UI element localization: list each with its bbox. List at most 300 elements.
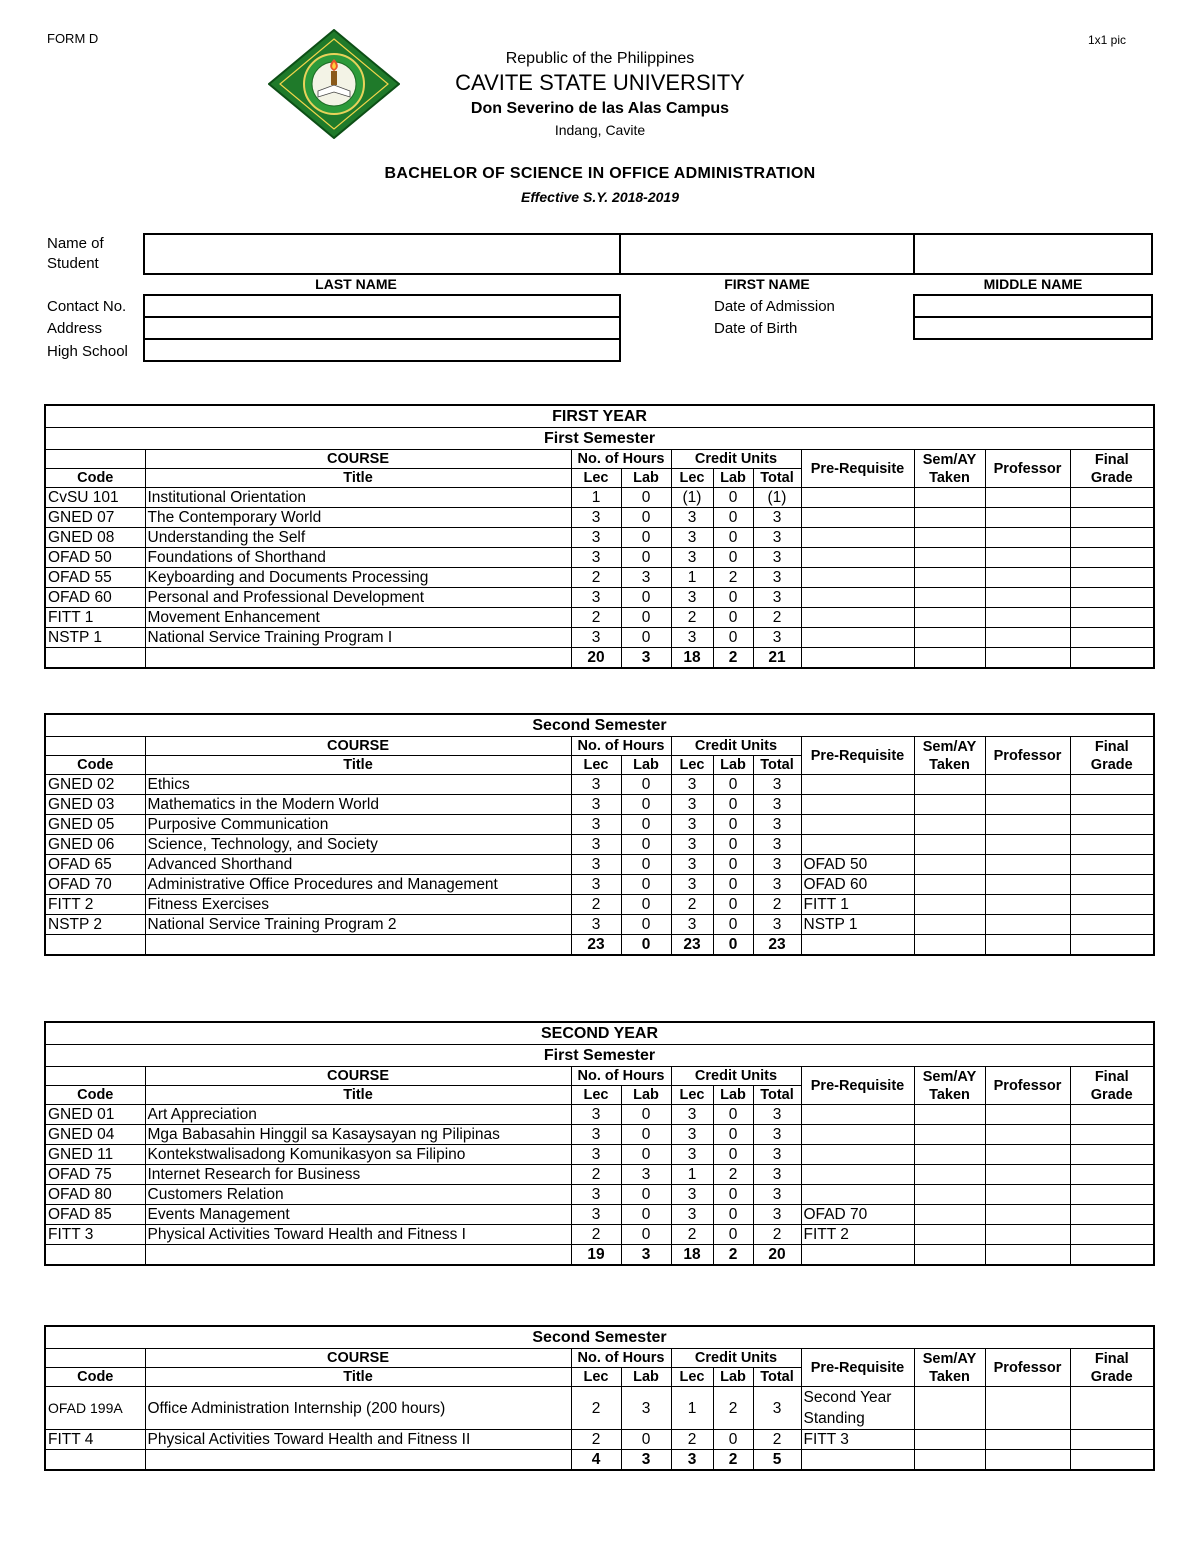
prerequisite [801,528,914,548]
hours-lab: 0 [621,855,671,875]
prerequisite: OFAD 50 [801,855,914,875]
professor-cell[interactable] [985,1430,1070,1450]
course-title: Movement Enhancement [145,608,571,628]
course-row [45,628,1154,648]
professor-cell[interactable] [985,1387,1070,1430]
hours-lec: 2 [571,1165,621,1185]
header-final-grade [1070,1349,1154,1387]
header-grade: Grade [1090,469,1133,486]
professor-cell[interactable] [985,508,1070,528]
prerequisite [801,1105,914,1125]
course-row [45,1430,1154,1450]
semester-title: Second Semester [45,714,1154,737]
professor-cell[interactable] [985,1145,1070,1165]
header-professor: Professor [985,450,1070,488]
course-row [45,588,1154,608]
units-lec: 3 [671,588,713,608]
professor-cell[interactable] [985,1105,1070,1125]
sem-ay-taken-cell[interactable] [914,1145,985,1165]
final-grade-cell[interactable] [1070,875,1154,895]
final-grade-cell[interactable] [1070,775,1154,795]
header-units-lab: Lab [713,756,753,775]
final-grade-cell[interactable] [1070,855,1154,875]
final-grade-cell[interactable] [1070,835,1154,855]
final-grade-cell[interactable] [1070,815,1154,835]
units-lab: 0 [713,815,753,835]
hours-lec: 3 [571,795,621,815]
course-code: OFAD 50 [45,548,145,568]
prerequisite: OFAD 70 [801,1205,914,1225]
professor-cell[interactable] [985,1185,1070,1205]
units-total: 3 [753,775,801,795]
course-code: OFAD 60 [45,588,145,608]
header-units-total: Total [753,469,801,488]
course-row [45,548,1154,568]
sem-ay-taken-cell[interactable] [914,1125,985,1145]
final-grade-cell[interactable] [1070,1205,1154,1225]
professor-cell[interactable] [985,855,1070,875]
professor-cell[interactable] [985,775,1070,795]
prerequisite [801,795,914,815]
course-row [45,1105,1154,1125]
hours-lab: 0 [621,508,671,528]
header-course: COURSE [145,1067,571,1086]
contact-field[interactable] [143,294,621,318]
course-code: OFAD 65 [45,855,145,875]
final-grade-cell[interactable] [1070,488,1154,508]
final-grade-cell[interactable] [1070,795,1154,815]
units-lec: 1 [671,1165,713,1185]
header-sem-ay-taken [914,1349,985,1387]
sem-ay-taken-cell[interactable] [914,1185,985,1205]
course-code: GNED 08 [45,528,145,548]
prerequisite: OFAD 60 [801,875,914,895]
course-row [45,528,1154,548]
sem-ay-taken-cell[interactable] [914,775,985,795]
totals-blank [1070,935,1154,956]
final-grade-cell[interactable] [1070,1125,1154,1145]
professor-cell[interactable] [985,1205,1070,1225]
hours-lab: 0 [621,608,671,628]
totals-blank [801,648,914,669]
final-grade-cell[interactable] [1070,1430,1154,1450]
sem-ay-taken-cell[interactable] [914,855,985,875]
professor-cell[interactable] [985,895,1070,915]
units-lab: 2 [713,1165,753,1185]
year-title: SECOND YEAR [45,1022,1154,1045]
course-row [45,1165,1154,1185]
header-hours: No. of Hours [571,450,671,469]
hours-lec: 3 [571,508,621,528]
prerequisite: NSTP 1 [801,915,914,935]
header-sem-ay: Sem/AY [922,1350,977,1367]
header-final: Final [1094,1350,1129,1367]
hours-lec: 3 [571,775,621,795]
final-grade-cell[interactable] [1070,1145,1154,1165]
totals-blank [145,1245,571,1266]
hours-lec: 3 [571,1125,621,1145]
hours-lab: 0 [621,1205,671,1225]
totals-blank [914,1450,985,1471]
professor-cell[interactable] [985,608,1070,628]
header-taken: Taken [929,469,970,486]
course-row [45,1125,1154,1145]
hours-lab: 0 [621,1105,671,1125]
campus-location: Indang, Cavite [554,122,646,138]
header-units-lec: Lec [671,469,713,488]
professor-cell[interactable] [985,568,1070,588]
final-grade-cell[interactable] [1070,628,1154,648]
first-name-caption: FIRST NAME [724,276,810,292]
units-lab: 0 [713,855,753,875]
admission-date-field[interactable] [913,294,1153,318]
units-lec: 3 [671,815,713,835]
hours-lab: 0 [621,815,671,835]
units-lab: 0 [713,915,753,935]
totals-row [45,935,1154,956]
hours-lec: 2 [571,895,621,915]
units-total: 3 [753,875,801,895]
units-lec: 1 [671,1387,713,1430]
final-grade-cell[interactable] [1070,568,1154,588]
sem-ay-taken-cell[interactable] [914,895,985,915]
units-lab: 0 [713,1105,753,1125]
course-title: National Service Training Program I [145,628,571,648]
course-row [45,488,1154,508]
header-taken: Taken [929,1086,970,1103]
units-lec: 3 [671,548,713,568]
sem-ay-taken-cell[interactable] [914,548,985,568]
total-units-total: 20 [753,1245,801,1266]
professor-cell[interactable] [985,915,1070,935]
prerequisite [801,548,914,568]
header-hours: No. of Hours [571,1067,671,1086]
sem-ay-taken-cell[interactable] [914,568,985,588]
semester-title: First Semester [45,1045,1154,1067]
header-course: COURSE [145,1349,571,1368]
course-code: CvSU 101 [45,488,145,508]
units-lab: 2 [713,568,753,588]
units-lec: 3 [671,875,713,895]
course-code: FITT 3 [45,1225,145,1245]
header-title: Title [145,756,571,775]
total-units-total: 21 [753,648,801,669]
course-row [45,915,1154,935]
sem-ay-taken-cell[interactable] [914,628,985,648]
prerequisite [801,568,914,588]
sem-ay-taken-cell[interactable] [914,1430,985,1450]
hours-lec: 2 [571,1430,621,1450]
middle-name-caption: MIDDLE NAME [983,276,1083,292]
admission-label: Date of Admission [714,298,835,315]
prerequisite: FITT 3 [801,1430,914,1450]
units-lab: 0 [713,628,753,648]
first-year-first-semester-table [44,404,1155,669]
header-units-lec: Lec [671,1086,713,1105]
units-total: 3 [753,1125,801,1145]
course-row [45,608,1154,628]
professor-cell[interactable] [985,795,1070,815]
professor-cell[interactable] [985,628,1070,648]
course-title: Ethics [145,775,571,795]
course-title: Foundations of Shorthand [145,548,571,568]
final-grade-cell[interactable] [1070,1225,1154,1245]
totals-blank [914,1245,985,1266]
professor-cell[interactable] [985,1225,1070,1245]
course-row [45,775,1154,795]
republic-label: Republic of the Philippines [505,50,695,67]
semester-title: Second Semester [45,1326,1154,1349]
professor-cell[interactable] [985,1125,1070,1145]
sem-ay-taken-cell[interactable] [914,835,985,855]
hours-lec: 3 [571,628,621,648]
sem-ay-taken-cell[interactable] [914,915,985,935]
totals-blank [1070,1245,1154,1266]
course-title: Events Management [145,1205,571,1225]
campus-name: Don Severino de las Alas Campus [470,100,730,117]
address-field[interactable] [143,316,621,340]
units-lec: 3 [671,1125,713,1145]
birth-label: Date of Birth [714,320,798,337]
units-total: 3 [753,915,801,935]
final-grade-cell[interactable] [1070,528,1154,548]
header-hours-lab: Lab [621,756,671,775]
total-units-lec: 18 [671,648,713,669]
contact-label: Contact No. [47,298,127,315]
header-blank [45,737,145,756]
header-prerequisite: Pre-Requisite [801,1349,914,1387]
final-grade-cell[interactable] [1070,508,1154,528]
photo-placeholder-label: 1x1 pic [1088,33,1127,47]
professor-cell[interactable] [985,835,1070,855]
hours-lab: 0 [621,588,671,608]
total-hours-lec: 19 [571,1245,621,1266]
header-prerequisite: Pre-Requisite [801,737,914,775]
hours-lec: 2 [571,1387,621,1430]
units-lec: 3 [671,915,713,935]
units-lab: 0 [713,1125,753,1145]
course-code: OFAD 70 [45,875,145,895]
course-title: Advanced Shorthand [145,855,571,875]
course-title: Understanding the Self [145,528,571,548]
hours-lec: 3 [571,875,621,895]
totals-row [45,648,1154,669]
total-hours-lab: 3 [621,1450,671,1471]
total-units-total: 5 [753,1450,801,1471]
final-grade-cell[interactable] [1070,588,1154,608]
effective-year: Effective S.Y. 2018-2019 [520,189,679,205]
sem-ay-taken-cell[interactable] [914,608,985,628]
sem-ay-taken-cell[interactable] [914,1165,985,1185]
units-lec: 2 [671,1430,713,1450]
hours-lab: 0 [621,1145,671,1165]
header-units-total: Total [753,1086,801,1105]
units-total: 2 [753,608,801,628]
units-lab: 0 [713,1225,753,1245]
sem-ay-taken-cell[interactable] [914,875,985,895]
header-prerequisite: Pre-Requisite [801,1067,914,1105]
sem-ay-taken-cell[interactable] [914,1105,985,1125]
totals-blank [45,935,145,956]
units-total: 3 [753,1387,801,1430]
totals-blank [985,648,1070,669]
middle-name-field[interactable] [913,233,1153,275]
units-total: 3 [753,1145,801,1165]
final-grade-cell[interactable] [1070,1165,1154,1185]
units-total: 3 [753,815,801,835]
last-name-field[interactable] [143,233,621,275]
sem-ay-taken-cell[interactable] [914,795,985,815]
prerequisite [801,608,914,628]
course-code: OFAD 80 [45,1185,145,1205]
final-grade-cell[interactable] [1070,1387,1154,1430]
course-code: FITT 4 [45,1430,145,1450]
units-lec: 3 [671,835,713,855]
course-title: Office Administration Internship (200 hours) [145,1387,571,1430]
course-code: FITT 1 [45,608,145,628]
header-final-grade [1070,1067,1154,1105]
units-total: 3 [753,835,801,855]
sem-ay-taken-cell[interactable] [914,508,985,528]
prerequisite: FITT 2 [801,1225,914,1245]
units-lec: 3 [671,1205,713,1225]
professor-cell[interactable] [985,488,1070,508]
hours-lec: 3 [571,1105,621,1125]
hours-lec: 3 [571,915,621,935]
header-units-total: Total [753,756,801,775]
header-units: Credit Units [671,1349,801,1368]
hours-lab: 0 [621,1125,671,1145]
hours-lec: 3 [571,1205,621,1225]
high-school-field[interactable] [143,338,621,362]
totals-blank [145,935,571,956]
final-grade-cell[interactable] [1070,1105,1154,1125]
second-year-second-semester-table [44,1325,1155,1471]
hours-lab: 3 [621,568,671,588]
hours-lec: 2 [571,608,621,628]
units-total: 3 [753,548,801,568]
final-grade-cell[interactable] [1070,548,1154,568]
professor-cell[interactable] [985,875,1070,895]
units-lec: 2 [671,1225,713,1245]
name-of-student-label: Name of Student [47,235,104,272]
final-grade-cell[interactable] [1070,608,1154,628]
totals-blank [801,1245,914,1266]
hours-lab: 0 [621,895,671,915]
header-code: Code [45,469,145,488]
hours-lec: 1 [571,488,621,508]
header-course: COURSE [145,450,571,469]
total-hours-lab: 3 [621,648,671,669]
sem-ay-taken-cell[interactable] [914,1387,985,1430]
course-code: GNED 04 [45,1125,145,1145]
course-row [45,1185,1154,1205]
course-row [45,795,1154,815]
header-blank [45,1067,145,1086]
final-grade-cell[interactable] [1070,1185,1154,1205]
semester-title: First Semester [45,428,1154,450]
total-units-total: 23 [753,935,801,956]
first-name-field[interactable] [619,233,915,275]
sem-ay-taken-cell[interactable] [914,488,985,508]
header-hours-lec: Lec [571,756,621,775]
prerequisite [801,835,914,855]
course-title: Mga Babasahin Hinggil sa Kasaysayan ng Pilipinas [145,1125,571,1145]
sem-ay-taken-cell[interactable] [914,588,985,608]
year-title: FIRST YEAR [45,405,1154,428]
header-professor: Professor [985,1349,1070,1387]
header-hours: No. of Hours [571,737,671,756]
course-code: OFAD 199A [45,1387,145,1430]
header-taken: Taken [929,756,970,773]
header-sem-ay: Sem/AY [922,451,977,468]
totals-blank [45,1450,145,1471]
totals-blank [985,935,1070,956]
final-grade-cell[interactable] [1070,895,1154,915]
hours-lec: 3 [571,835,621,855]
units-lab: 0 [713,548,753,568]
units-total: 3 [753,1205,801,1225]
hours-lec: 3 [571,1185,621,1205]
course-title: Purposive Communication [145,815,571,835]
course-title: Institutional Orientation [145,488,571,508]
prerequisite: Second Year Standing [801,1387,914,1430]
hours-lab: 0 [621,1430,671,1450]
birth-date-field[interactable] [913,316,1153,340]
total-units-lec: 23 [671,935,713,956]
professor-cell[interactable] [985,548,1070,568]
professor-cell[interactable] [985,528,1070,548]
sem-ay-taken-cell[interactable] [914,815,985,835]
hours-lec: 3 [571,528,621,548]
sem-ay-taken-cell[interactable] [914,528,985,548]
header-code: Code [45,756,145,775]
sem-ay-taken-cell[interactable] [914,1225,985,1245]
header-title: Title [145,1368,571,1387]
units-lec: 3 [671,528,713,548]
professor-cell[interactable] [985,588,1070,608]
units-lab: 0 [713,835,753,855]
units-lab: 0 [713,875,753,895]
course-code: OFAD 55 [45,568,145,588]
professor-cell[interactable] [985,1165,1070,1185]
professor-cell[interactable] [985,815,1070,835]
header-sem-ay-taken [914,737,985,775]
course-row [45,895,1154,915]
header-final-grade [1070,450,1154,488]
course-code: OFAD 85 [45,1205,145,1225]
totals-row [45,1450,1154,1471]
total-units-lab: 2 [713,648,753,669]
hours-lec: 3 [571,1145,621,1165]
units-lec: 3 [671,1145,713,1165]
hours-lec: 3 [571,855,621,875]
header-grade: Grade [1090,1086,1133,1103]
final-grade-cell[interactable] [1070,915,1154,935]
totals-blank [914,935,985,956]
course-title: Physical Activities Toward Health and Fitness I [145,1225,571,1245]
units-total: 2 [753,1430,801,1450]
hours-lab: 0 [621,795,671,815]
hours-lab: 0 [621,875,671,895]
sem-ay-taken-cell[interactable] [914,1205,985,1225]
units-lab: 0 [713,795,753,815]
hours-lec: 3 [571,588,621,608]
units-total: 2 [753,1225,801,1245]
units-lec: (1) [671,488,713,508]
header-code: Code [45,1086,145,1105]
prerequisite [801,488,914,508]
